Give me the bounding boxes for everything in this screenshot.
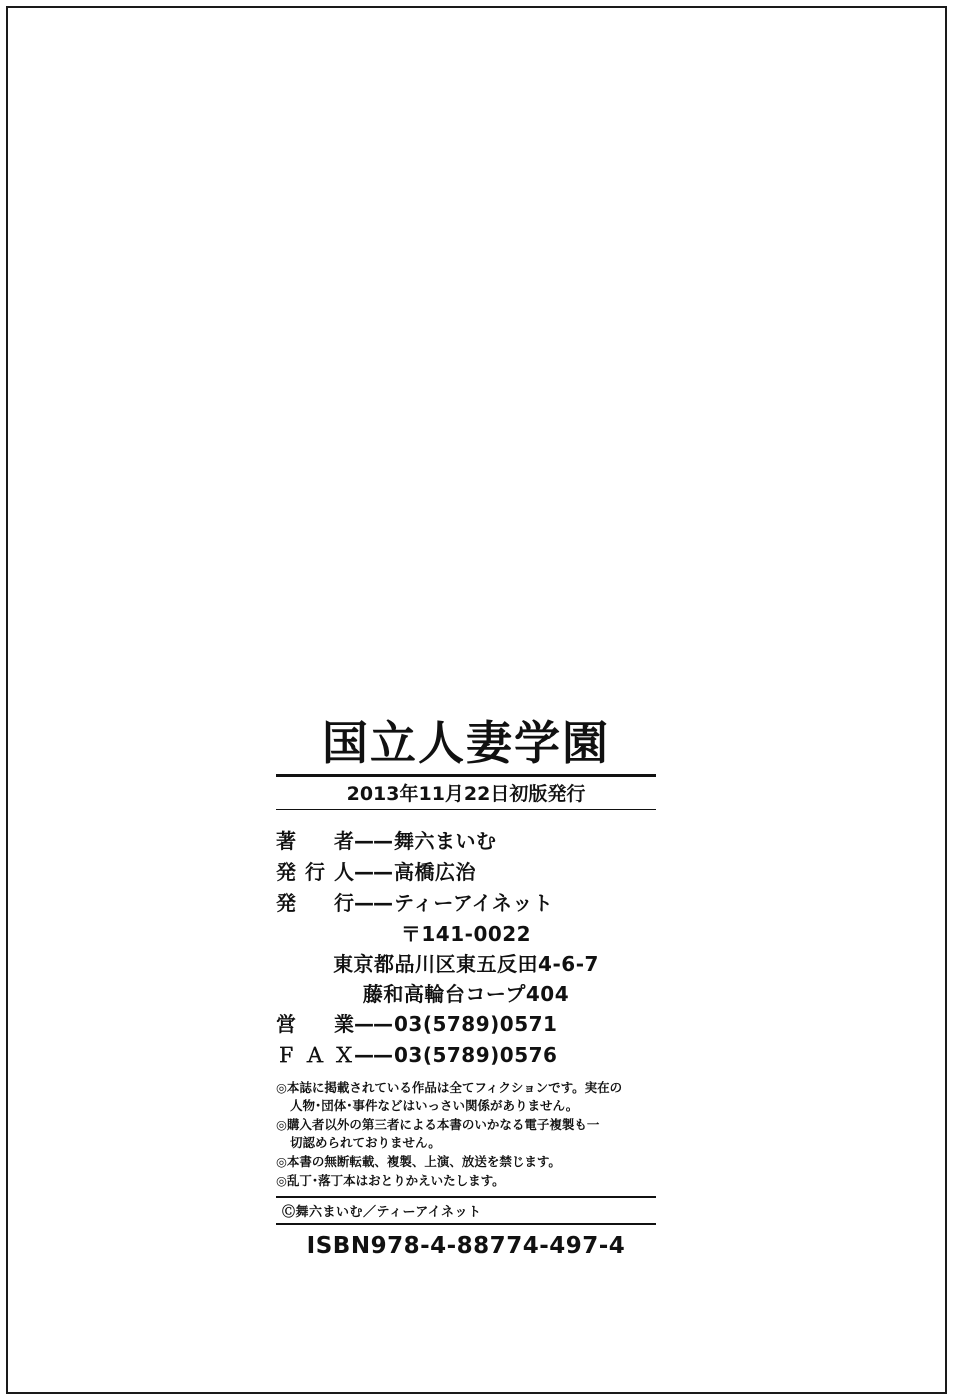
credit-label-publisher: 発 行 xyxy=(276,890,354,915)
credit-value-author: 舞六まいむ xyxy=(394,828,497,853)
address-line-1: 東京都品川区東五反田4-6-7 xyxy=(333,951,599,976)
credit-dash: —— xyxy=(354,828,392,853)
contact-row-fax xyxy=(276,1040,656,1071)
title-rule-thick xyxy=(276,774,656,777)
legal-note-head: ◎乱丁･落丁本はおとりかえいたします。 xyxy=(276,1173,505,1189)
publication-date: 2013年11月22日初版発行 xyxy=(346,782,586,805)
legal-note-head: ◎本誌に掲載されている作品は全てフィクションです。実在の xyxy=(276,1079,623,1095)
legal-note-head: ◎購入者以外の第三者による本書のいかなる電子複製も一 xyxy=(276,1116,600,1132)
legal-note-cont: 人物･団体･事件などはいっさい関係がありません。 xyxy=(290,1097,579,1113)
address-postal-code: 〒141-0022 xyxy=(400,921,532,946)
legal-note xyxy=(276,1116,656,1152)
credit-value-publisher: ティーアイネット xyxy=(394,890,554,915)
contact-row-sales xyxy=(276,1009,656,1040)
copyright-rule-top xyxy=(276,1196,656,1198)
page-title: 国立人妻学園 xyxy=(322,716,610,770)
credit-label-publisher-person: 発行人 xyxy=(276,859,354,884)
contact-value-fax: 03(5789)0576 xyxy=(394,1042,558,1067)
credit-row xyxy=(276,857,656,888)
credit-label-author: 著 者 xyxy=(276,828,354,853)
legal-notes xyxy=(276,1079,656,1191)
legal-note-cont: 切認められておりません。 xyxy=(290,1134,441,1150)
isbn-number: ISBN978-4-88774-497-4 xyxy=(306,1233,626,1260)
contact-label-fax: ＦＡＸ xyxy=(276,1042,354,1067)
legal-note-head: ◎本書の無断転載、複製、上演、放送を禁じます。 xyxy=(276,1154,561,1170)
address-line-2: 藤和高輪台コープ404 xyxy=(362,981,570,1006)
contact-label-sales: 営 業 xyxy=(276,1011,354,1036)
colophon-block xyxy=(276,718,656,1259)
copyright-notice: Ⓒ舞六まいむ／ティーアイネット xyxy=(282,1205,482,1221)
copyright-rule-bottom xyxy=(276,1223,656,1225)
credit-row xyxy=(276,888,656,919)
title-rule-thin xyxy=(276,809,656,810)
contact-dash: —— xyxy=(354,1011,392,1036)
credit-dash: —— xyxy=(354,890,392,915)
credits-list xyxy=(276,826,656,1071)
title-block xyxy=(276,718,656,810)
credit-value-publisher-person: 高橋広治 xyxy=(394,859,476,884)
contact-value-sales: 03(5789)0571 xyxy=(394,1011,558,1036)
credit-dash: —— xyxy=(354,859,392,884)
legal-note xyxy=(276,1172,656,1190)
contact-dash: —— xyxy=(354,1042,392,1067)
legal-note xyxy=(276,1079,656,1115)
credit-row xyxy=(276,826,656,857)
legal-note xyxy=(276,1153,656,1171)
